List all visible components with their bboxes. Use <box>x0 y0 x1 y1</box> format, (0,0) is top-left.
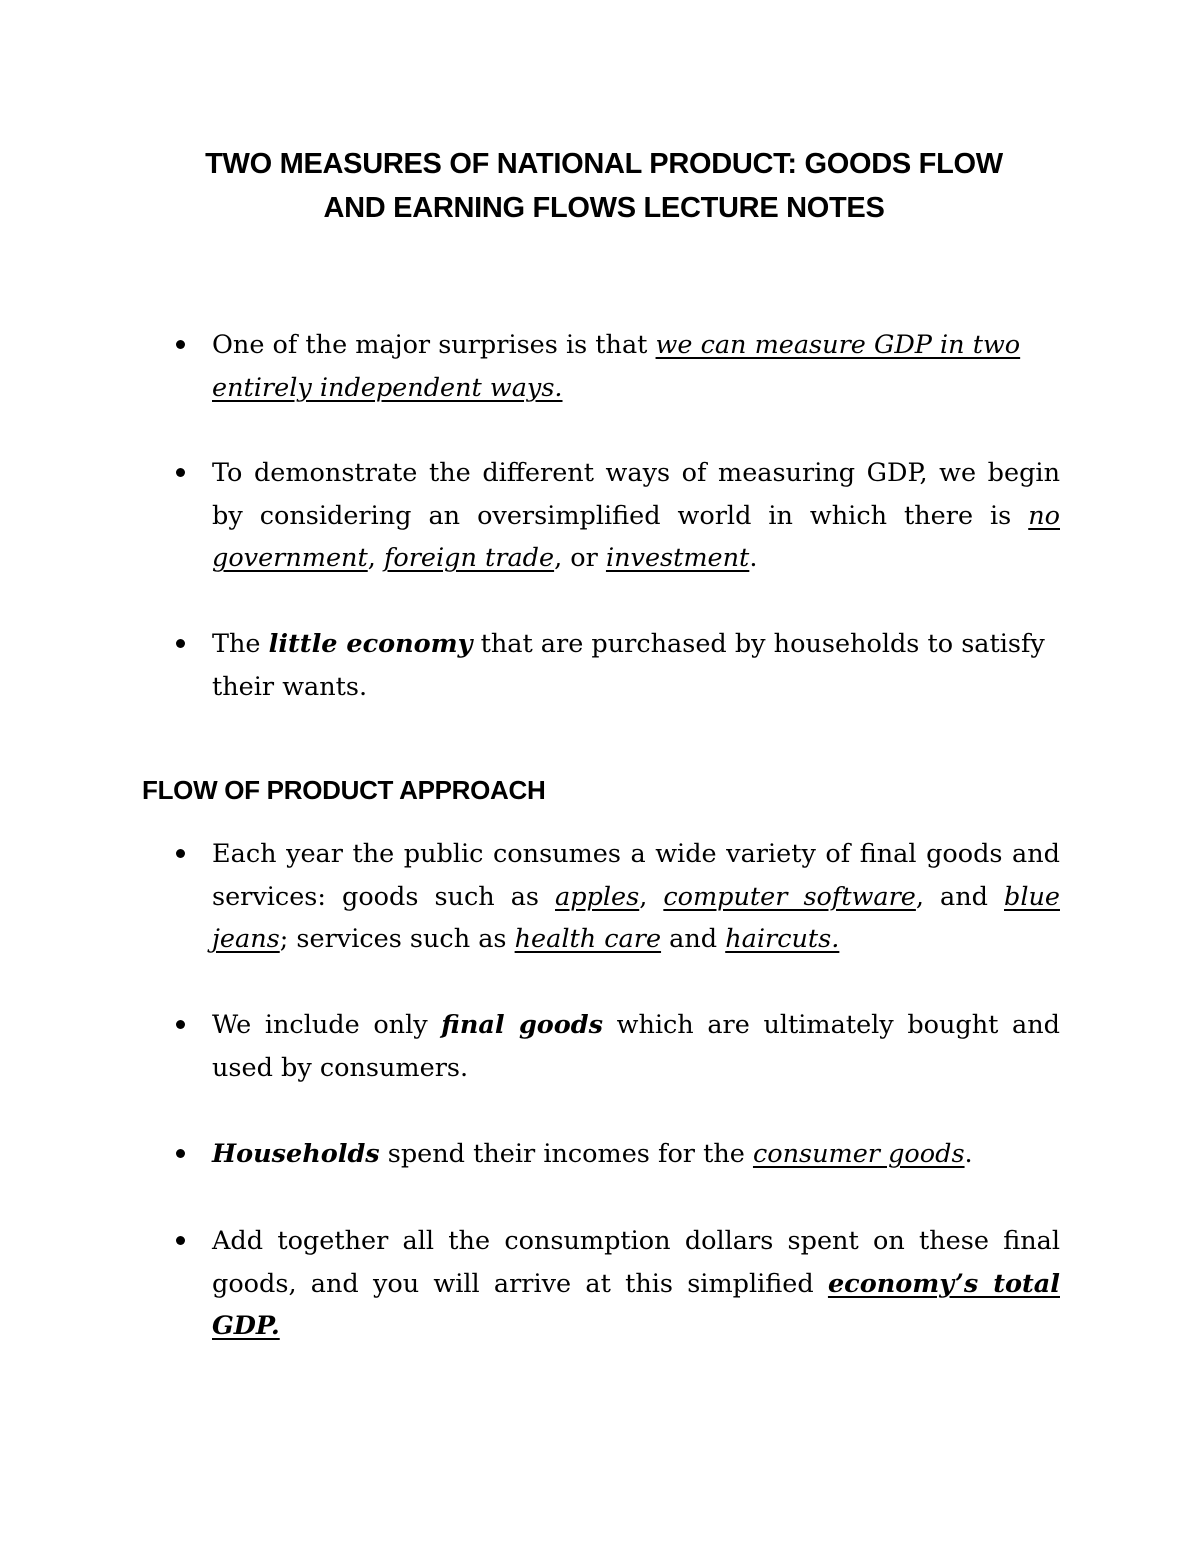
document-title <box>140 142 1068 230</box>
emphasis-foreign-trade: foreign trade <box>383 543 555 573</box>
bullet-text-run: , <box>639 881 664 912</box>
bullet-text-run: Add together all the consumption dollars spent on these final goods, and you will arrive at this simplified <box>212 1226 1060 1299</box>
bullet-text-run: that are purchased by households to satisfy their wants. <box>212 629 1045 702</box>
emphasis-consumer-goods: consumer goods <box>752 1139 965 1169</box>
bullet-text-run: and <box>661 924 726 954</box>
emphasis-apples: apples <box>555 881 640 912</box>
bullet-text <box>212 452 1060 580</box>
emphasis-final-goods: final goods <box>441 1010 603 1040</box>
bullet-final-goods-variety <box>170 833 1060 961</box>
bullet-text-run: ; services such as <box>279 924 515 954</box>
bullet-dot-icon <box>176 340 185 349</box>
emphasis-no-government: no government <box>212 500 1060 573</box>
bullet-measure-gdp-two-ways <box>170 324 1060 409</box>
bullet-text-run: Each year the public consumes a wide variety of final goods and services: goods such as <box>212 839 1060 912</box>
bullet-text-run: To demonstrate the different ways of measuring GDP, we begin by considering an oversimplified world in which there is <box>212 458 1060 531</box>
bullet-text-run: which are ultimately bought and used by consumers. <box>212 1010 1060 1083</box>
emphasis-haircuts: haircuts. <box>725 924 840 954</box>
bullet-text <box>212 1220 1060 1348</box>
bullet-text-run: , and <box>915 881 1004 912</box>
bullet-text-run: spend their incomes for the <box>379 1139 753 1169</box>
bullet-text <box>212 324 1060 409</box>
section-heading-flow-of-product: FLOW OF PRODUCT APPROACH <box>142 775 546 805</box>
bullet-text-run: , <box>367 543 384 573</box>
emphasis-computer-software: computer software <box>663 881 916 912</box>
bullet-text-run: One of the major surprises is that <box>212 330 656 360</box>
bullet-text-run: , or <box>554 543 606 573</box>
bullet-dot-icon <box>176 1149 185 1158</box>
bullet-text-run: . <box>749 543 758 573</box>
emphasis-health-care: health care <box>514 924 662 954</box>
emphasis-blue-jeans: blue jeans <box>212 881 1060 954</box>
bullet-dot-icon <box>176 1020 185 1029</box>
bullet-oversimplified-world <box>170 452 1060 580</box>
bullet-dot-icon <box>176 1236 185 1245</box>
emphasis-economys-total-gdp: economy’s total GDP. <box>212 1268 1060 1341</box>
bullet-households-spend <box>170 1133 1060 1176</box>
bullet-dot-icon <box>176 849 185 858</box>
bullet-include-final-goods <box>170 1004 1060 1089</box>
bullet-text <box>212 623 1060 708</box>
bullet-text-run: . <box>964 1139 973 1169</box>
bullet-text-run: The <box>212 629 269 659</box>
bullet-text-run: We include only <box>212 1010 442 1040</box>
emphasis-two-ways: we can measure GDP in two entirely independent ways. <box>212 330 1021 403</box>
emphasis-investment: investment <box>605 543 750 573</box>
bullet-text <box>212 1133 1060 1176</box>
document-title-line-2: AND EARNING FLOWS LECTURE NOTES <box>323 192 885 224</box>
emphasis-little-economy: little economy <box>268 629 473 659</box>
emphasis-households: Households <box>212 1139 380 1169</box>
bullet-text <box>212 1004 1060 1089</box>
bullet-total-gdp <box>170 1220 1060 1348</box>
bullet-dot-icon <box>176 468 185 477</box>
bullet-dot-icon <box>176 639 185 648</box>
bullet-little-economy <box>170 623 1060 708</box>
bullet-text <box>212 833 1060 961</box>
document-title-line-1: TWO MEASURES OF NATIONAL PRODUCT: GOODS FLOW <box>205 148 1003 180</box>
